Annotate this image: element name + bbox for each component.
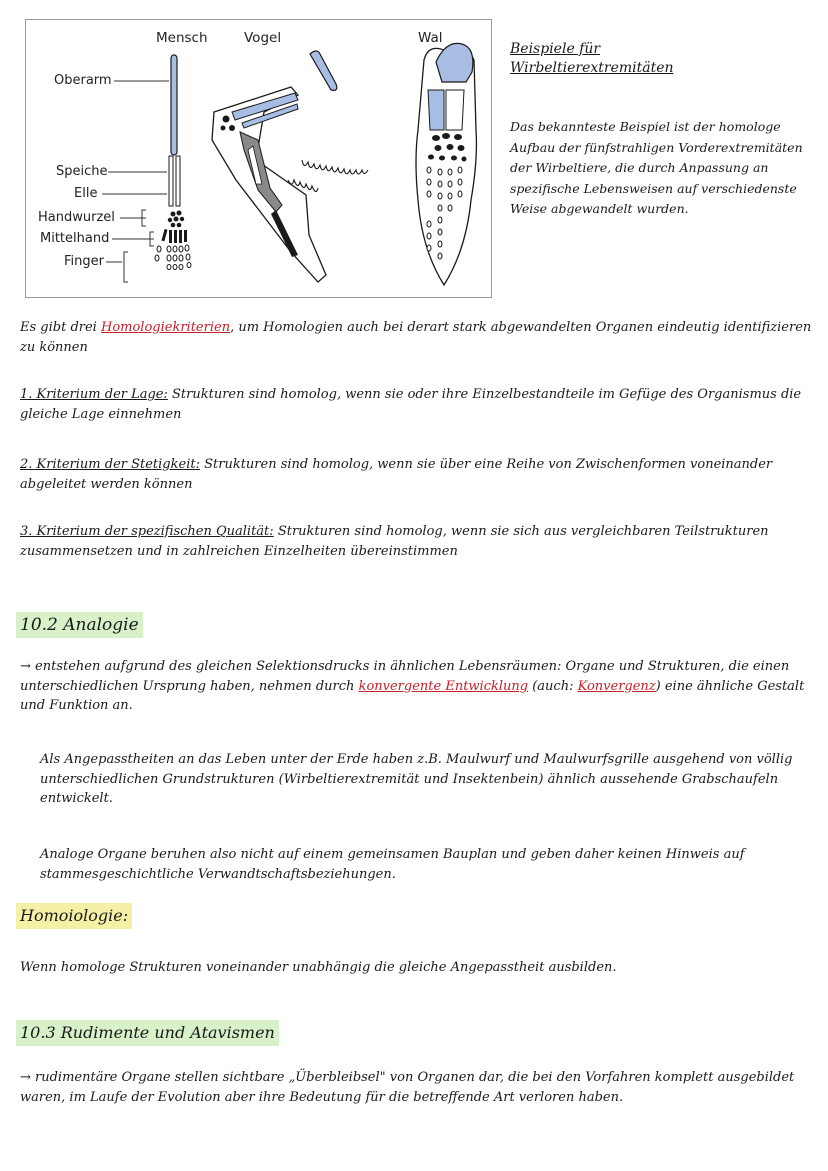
analogy-paragraph-2: Als Angepasstheiten an das Leben unter der Erde haben z.B. Maulwurf und Maulwurfsgrille ausgehend von völlig unterschiedlichen Grundstrukturen (Wirbeltierextremität und Insektenbein) ähnlich aussehende Grabschaufeln entwickelt. [40, 752, 793, 806]
criterion-2 [20, 455, 820, 494]
note-body: Das bekannteste Beispiel ist der homologe Aufbau der fünfstrahligen Vorderextremitäten der Wirbeltiere, die durch Anpassung an spezifische Lebensweisen auf verschiedenste Weise abgewandelt wurden. [510, 119, 803, 216]
criterion-2-label: 2. Kriterium der Stetigkeit: [20, 457, 200, 472]
bird-wing-bones [212, 51, 368, 282]
note-title-line2: Wirbeltierextremitäten [510, 60, 674, 76]
figure-title-whale: Wal [418, 30, 443, 46]
criterion-1-label: 1. Kriterium der Lage: [20, 387, 168, 402]
analogy-p1-convergence: Konvergenz [577, 678, 656, 694]
homoiology-text: Wenn homologe Strukturen voneinander unabhängig die gleiche Angepasstheit ausbilden. [20, 960, 617, 975]
label-fingers: Finger [64, 254, 104, 269]
note-title-line1: Beispiele für [510, 41, 601, 57]
criterion-3-text: Strukturen sind homolog, wenn sie sich aus vergleichbaren Teilstrukturen zusammensetzen und in zahlreichen Einzelheiten übereinstimmen [20, 524, 769, 559]
criterion-1-text: Strukturen sind homolog, wenn sie oder ihre Einzelbestandteile im Gefüge des Organismus die gleiche Lage einnehmen [20, 387, 802, 422]
intro-paragraph [20, 318, 815, 357]
analogy-p1-b: (auch: [528, 678, 578, 694]
heading-analogy: 10.2 Analogie [16, 612, 143, 638]
criterion-1 [20, 385, 820, 424]
note-title [510, 40, 674, 78]
whale-flipper-bones [416, 43, 476, 285]
analogy-paragraph-1 [20, 657, 820, 716]
criterion-3 [20, 522, 820, 561]
label-ulna: Elle [74, 186, 98, 201]
heading-rudiments: 10.3 Rudimente und Atavismen [16, 1020, 279, 1046]
label-carpals: Handwurzel [38, 210, 115, 225]
rudiments-text: → rudimentäre Organe stellen sichtbare „Überbleibsel" von Organen dar, die bei den Vorfahren komplett ausgebildet waren, im Laufe der Evolution aber ihre Bedeutung für die betreffende Art verloren haben. [20, 1070, 795, 1105]
intro-before: Es gibt drei [20, 320, 101, 335]
human-limb-bones [155, 55, 191, 270]
label-upper-arm: Oberarm [54, 73, 112, 88]
analogy-p1-c: ) eine ähnliche Gestalt und Funktion an. [20, 678, 805, 713]
criterion-2-text: Strukturen sind homolog, wenn sie über eine Reihe von Zwischenformen voneinander abgeleitet werden können [20, 457, 773, 492]
analogy-paragraph-3: Analoge Organe beruhen also nicht auf einem gemeinsamen Bauplan und geben daher keinen Hinweis auf stammesgeschichtliche Verwandtschaftsbeziehungen. [40, 847, 745, 882]
intro-after: , um Homologien auch bei derart stark abgewandelten Organen eindeutig identifizieren zu können [20, 320, 812, 355]
figure-title-human: Mensch [156, 30, 208, 46]
label-radius: Speiche [56, 164, 108, 179]
figure-title-bird: Vogel [244, 30, 282, 46]
analogy-p1-convergent: konvergente Entwicklung [358, 678, 529, 694]
label-metacarpals: Mittelhand [40, 231, 110, 246]
intro-highlight: Homologiekriterien [100, 320, 231, 335]
limb-figure [25, 19, 492, 298]
criterion-3-label: 3. Kriterium der spezifischen Qualität: [20, 524, 274, 539]
heading-homoiology: Homoiologie: [16, 903, 132, 929]
analogy-p1-a: → entstehen aufgrund des gleichen Selektionsdrucks in ähnlichen Lebensräumen: Organe und Strukturen, die einen unterschiedlichen Ursprung haben, nehmen durch [20, 659, 790, 694]
